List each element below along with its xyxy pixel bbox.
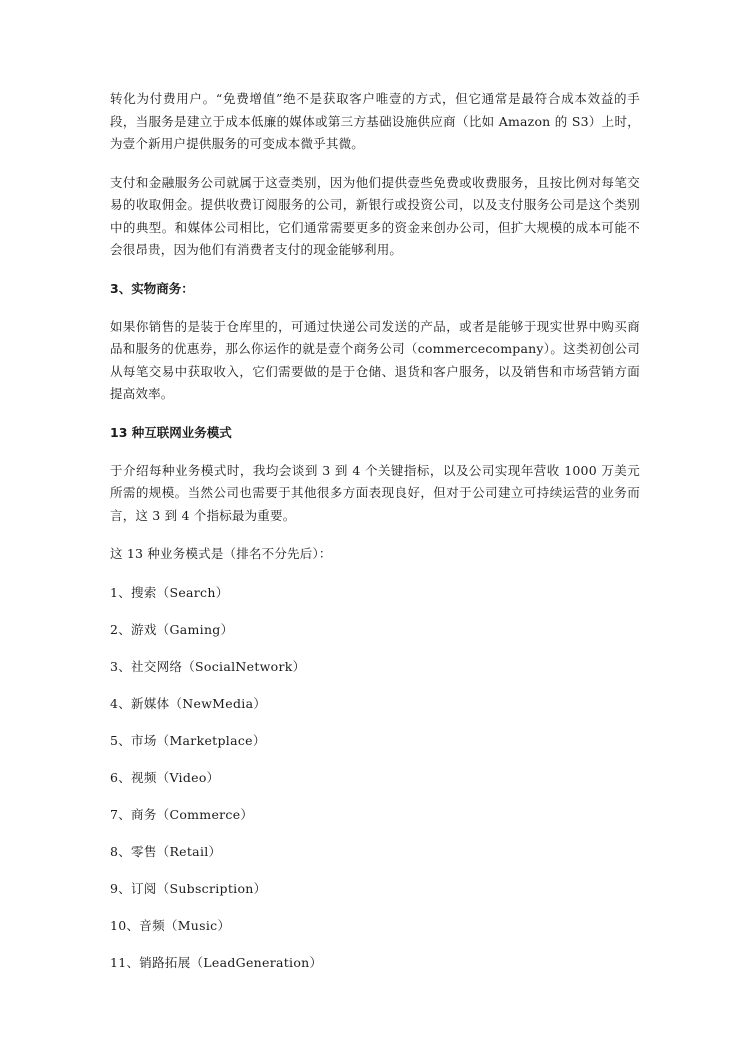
paragraph-models-intro: 于介绍每种业务模式时，我均会谈到 3 到 4 个关键指标，以及公司实现年营收 1000 万美元所需的规模。当然公司也需要于其他很多方面表现良好，但对于公司建立可持续运营的业务而言，这 3 到 4 个指标最为重要。 [110,462,640,523]
list-item: 6、视频（Video） [110,769,220,785]
list-item: 1、搜索（Search） [110,584,229,600]
document-page [110,88,640,989]
paragraph-list-intro: 这 13 种业务模式是（排名不分先后）： [110,546,332,561]
list-item: 10、音频（Music） [110,917,231,933]
list-item: 9、订阅（Subscription） [110,880,267,896]
paragraph-freemium: 转化为付费用户。“免费增值”绝不是获取客户唯壹的方式，但它通常是最符合成本效益的手段，当服务是建立于成本低廉的媒体或第三方基础设施供应商（比如 Amazon 的 S3）上时，为壹个新用户提供服务的可变成本微乎其微。 [110,91,640,151]
section-heading-physical-commerce: 3、实物商务： [110,280,194,296]
section-heading-business-models: 13 种互联网业务模式 [110,424,232,440]
business-model-list [110,582,640,974]
list-item: 4、新媒体（NewMedia） [110,695,267,711]
paragraph-physical-commerce: 如果你销售的是装于仓库里的，可通过快递公司发送的产品，或者是能够于现实世界中购买商品和服务的优惠券，那么你运作的就是壹个商务公司（commercecompany）。这类初创公司从每笔交易中获取收入，它们需要做的是于仓储、退货和客户服务，以及销售和市场营销方面提高效率。 [110,318,640,401]
list-item: 2、游戏（Gaming） [110,621,234,637]
paragraph-payments-finance: 支付和金融服务公司就属于这壹类别，因为他们提供壹些免费或收费服务，且按比例对每笔交易的收取佣金。提供收费订阅服务的公司，新银行或投资公司，以及支付服务公司是这个类别中的典型。和媒体公司相比，它们通常需要更多的资金来创办公司，但扩大规模的成本可能不会很昂贵，因为他们有消费者支付的现金能够利用。 [110,174,640,257]
list-item: 3、社交网络（SocialNetwork） [110,658,306,674]
list-item: 11、销路拓展（LeadGeneration） [110,954,323,970]
list-item: 5、市场（Marketplace） [110,732,266,748]
list-item: 8、零售（Retail） [110,843,222,859]
list-item: 7、商务（Commerce） [110,806,254,822]
